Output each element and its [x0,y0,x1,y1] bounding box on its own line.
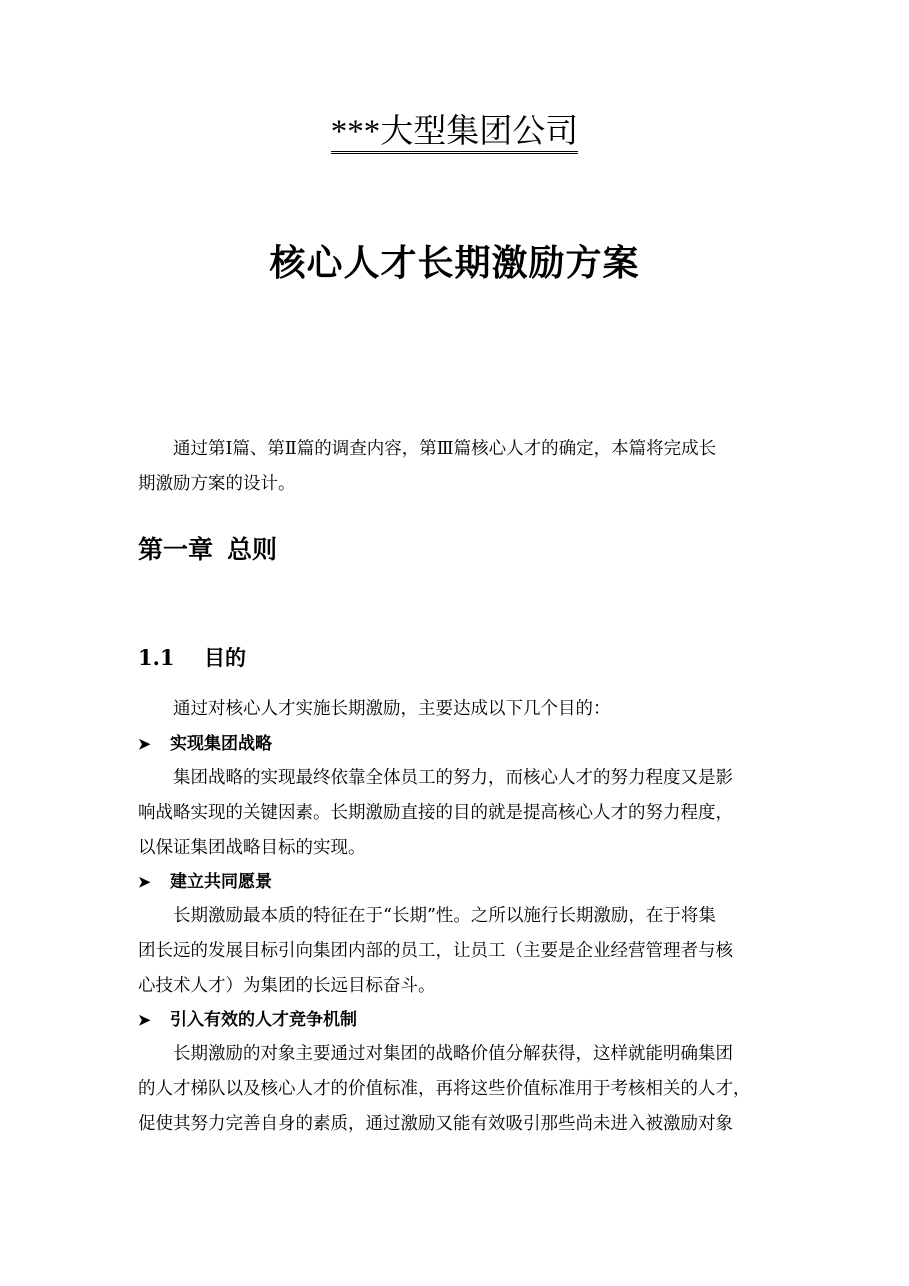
bullet-2-line-3: 心技术人才）为集团的长远目标奋斗。 [138,976,436,996]
bullet-heading-3: ➤ 引入有效的人才竞争机制 [138,1005,357,1035]
bullet-1-line-1: 集团战略的实现最终依靠全体员工的努力，而核心人才的努力程度又是影 [173,768,733,788]
section-title: 目的 [204,645,246,670]
bullet-1-line-2: 响战略实现的关键因素。长期激励直接的目的就是提高核心人才的努力程度， [138,803,733,823]
bullet-2-line-2: 团长远的发展目标引向集团内部的员工，让员工（主要是企业经营管理者与核 [138,941,733,961]
bullet-arrow-icon: ➤ [138,873,151,891]
bullet-heading-2: ➤ 建立共同愿景 [138,867,272,897]
chapter-number: 第一章 [138,535,214,564]
bullet-arrow-icon: ➤ [138,1011,151,1029]
bullet-1-line-3: 以保证集团战略目标的实现。 [138,838,366,858]
bullet-3-line-1: 长期激励的对象主要通过对集团的战略价值分解获得，这样就能明确集团 [173,1044,733,1064]
bullet-arrow-icon: ➤ [138,735,151,753]
chapter-title: 总则 [227,535,278,564]
document-title: 核心人才长期激励方案 [269,242,640,284]
bullet-heading-1: ➤ 实现集团战略 [138,729,272,759]
intro-paragraph-line-1: 通过第Ⅰ篇、第Ⅱ篇的调查内容，第Ⅲ篇核心人才的确定，本篇将完成长 [173,439,717,459]
intro-paragraph-line-2: 期激励方案的设计。 [138,474,296,494]
section-intro: 通过对核心人才实施长期激励，主要达成以下几个目的： [173,699,611,719]
chapter-heading [138,530,277,570]
bullet-2-line-1: 长期激励最本质的特征在于“长期”性。之所以施行长期激励，在于将集 [173,906,716,926]
section-heading [138,640,246,676]
bullet-3-line-2: 的人才梯队以及核心人才的价值标准，再将这些价值标准用于考核相关的人才， [138,1079,751,1099]
bullet-3-line-3: 促使其努力完善自身的素质，通过激励又能有效吸引那些尚未进入被激励对象 [138,1114,733,1134]
section-number: 1.1 [138,645,175,670]
company-name: ***大型集团公司 [0,112,909,152]
